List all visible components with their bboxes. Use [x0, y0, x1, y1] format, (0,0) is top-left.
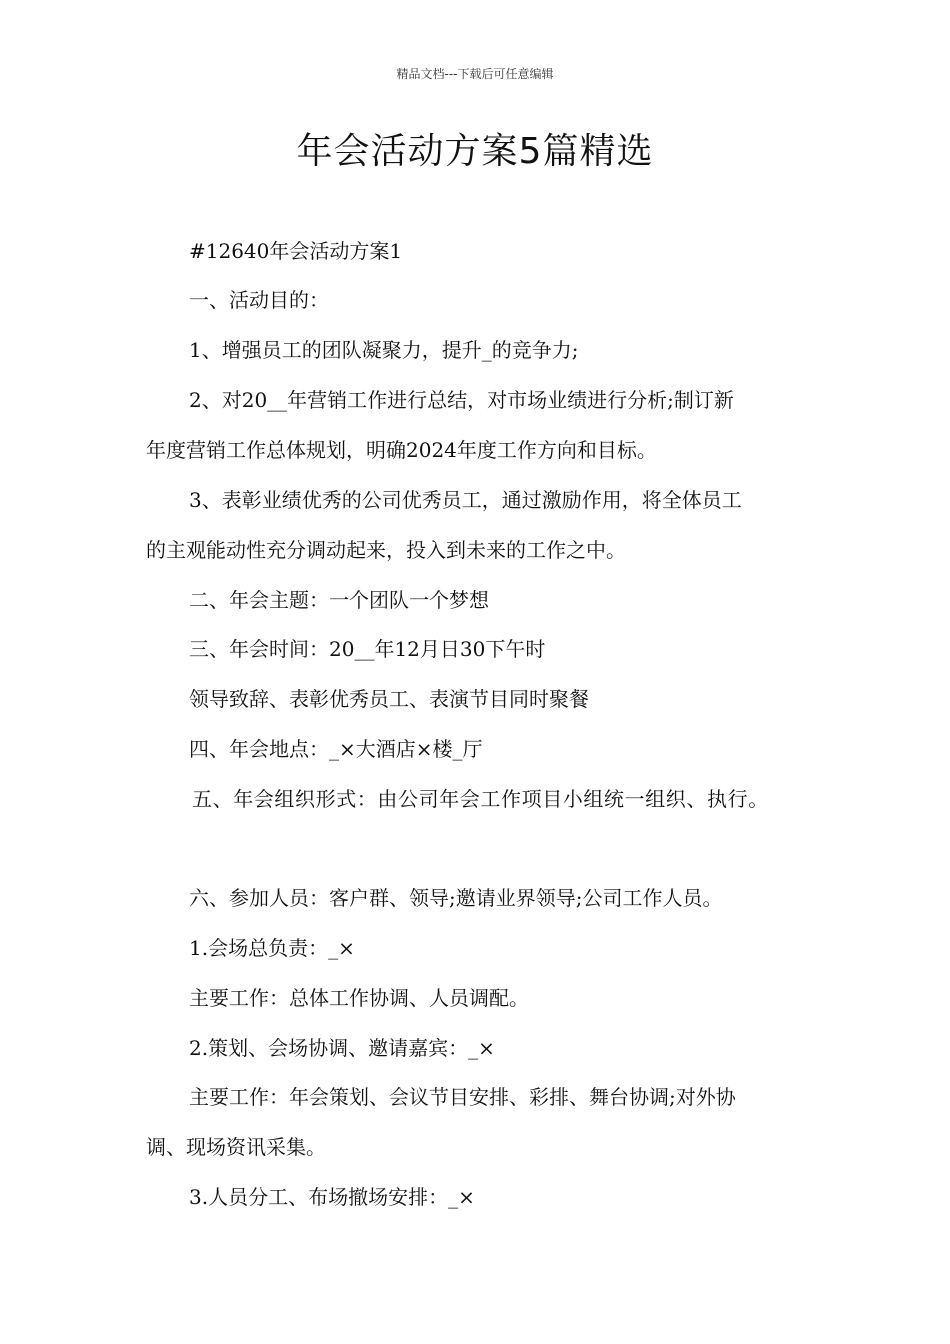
- paragraph-theme: 二、年会主题：一个团队一个梦想: [189, 588, 489, 612]
- paragraph-role-1: 1.会场总负责：_×: [189, 936, 355, 960]
- paragraph-organization: 五、年会组织形式：由公司年会工作项目小组统一组织、执行。: [192, 787, 769, 811]
- paragraph-purpose-1: 1、增强员工的团队凝聚力，提升_的竞争力;: [189, 338, 579, 362]
- header-note: 精品文档---下载后可任意编辑: [396, 67, 554, 81]
- paragraph-purpose-2-line-2: 年度营销工作总体规划，明确2024年度工作方向和目标。: [146, 438, 657, 462]
- paragraph-purpose-3-line-1: 3、表彰业绩优秀的公司优秀员工，通过激励作用，将全体员工: [189, 488, 742, 512]
- paragraph-role-2-duties-line-2: 调、现场资讯采集。: [146, 1135, 326, 1159]
- paragraph-venue: 四、年会地点：_×大酒店×楼_厅: [189, 737, 483, 761]
- paragraph-purpose-3-line-2: 的主观能动性充分调动起来，投入到未来的工作之中。: [146, 538, 626, 562]
- paragraph-time: 三、年会时间：20__年12月日30下午时: [189, 637, 546, 661]
- paragraph-role-2: 2.策划、会场协调、邀请嘉宾：_×: [189, 1036, 495, 1060]
- paragraph-purpose-2-line-1: 2、对20__年营销工作进行总结，对市场业绩进行分析;制订新: [189, 388, 734, 412]
- paragraph-section-heading: #12640年会活动方案1: [189, 239, 403, 263]
- document-title: 年会活动方案5篇精选: [296, 131, 654, 172]
- paragraph-role-1-duties: 主要工作：总体工作协调、人员调配。: [189, 986, 529, 1010]
- paragraph-role-3: 3.人员分工、布场撤场安排：_×: [189, 1185, 475, 1209]
- paragraph-heading-purpose: 一、活动目的：: [189, 288, 329, 312]
- paragraph-participants: 六、参加人员：客户群、领导;邀请业界领导;公司工作人员。: [189, 886, 723, 910]
- paragraph-agenda: 领导致辞、表彰优秀员工、表演节目同时聚餐: [189, 687, 589, 711]
- paragraph-role-2-duties-line-1: 主要工作：年会策划、会议节目安排、彩排、舞台协调;对外协: [189, 1085, 736, 1109]
